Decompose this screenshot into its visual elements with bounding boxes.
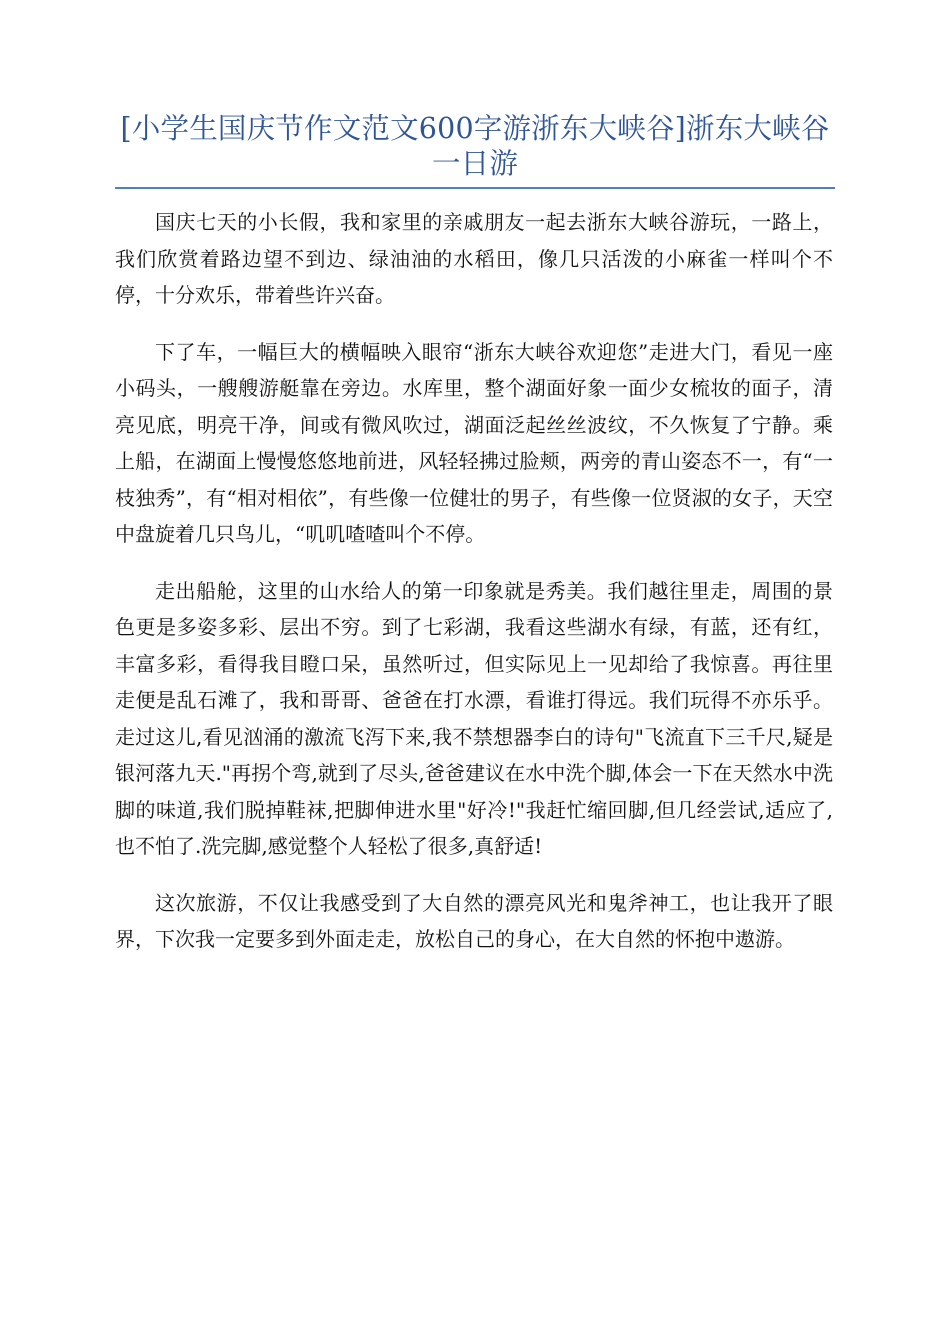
document-body	[115, 204, 833, 978]
paragraph-2: 下了车，一幅巨大的横幅映入眼帘“浙东大峡谷欢迎您”走进大门，看见一座小码头，一艘艘游艇靠在旁边。水库里，整个湖面好象一面少女梳妆的面子，清亮见底，明亮干净，间或有微风吹过，湖面泛起丝丝波纹，不久恢复了宁静。乘上船，在湖面上慢慢悠悠地前进，风轻轻拂过脸颊，两旁的青山姿态不一，有“一枝独秀”，有“相对相依”，有些像一位健壮的男子，有些像一位贤淑的女子，天空中盘旋着几只鸟儿，“叽叽喳喳叫个不停。	[115, 339, 833, 546]
title-underline-rule	[115, 187, 835, 189]
title-block	[115, 111, 835, 189]
paragraph-4: 这次旅游，不仅让我感受到了大自然的漂亮风光和鬼斧神工，也让我开了眼界，下次我一定要多到外面走走，放松自己的身心，在大自然的怀抱中遨游。	[115, 890, 833, 951]
paragraph-3: 走出船舱，这里的山水给人的第一印象就是秀美。我们越往里走，周围的景色更是多姿多彩、层出不穷。到了七彩湖，我看这些湖水有绿，有蓝，还有红，丰富多彩，看得我目瞪口呆，虽然听过，但实际见上一见却给了我惊喜。再往里走便是乱石滩了，我和哥哥、爸爸在打水漂，看谁打得远。我们玩得不亦乐乎。走过这儿,看见汹涌的激流飞泻下来,我不禁想器李白的诗句"飞流直下三千尺,疑是银河落九天."再拐个弯,就到了尽头,爸爸建议在水中洗个脚,体会一下在天然水中洗脚的味道,我们脱掉鞋袜,把脚伸进水里"好冷!"我赶忙缩回脚,但几经尝试,适应了,也不怕了.洗完脚,感觉整个人轻松了很多,真舒适!	[115, 578, 833, 858]
paragraph-1: 国庆七天的小长假，我和家里的亲戚朋友一起去浙东大峡谷游玩，一路上，我们欣赏着路边望不到边、绿油油的水稻田，像几只活泼的小麻雀一样叫个不停，十分欢乐，带着些许兴奋。	[115, 210, 833, 307]
document-title: [小学生国庆节作文范文600字游浙东大峡谷]浙东大峡谷一日游	[120, 112, 830, 180]
